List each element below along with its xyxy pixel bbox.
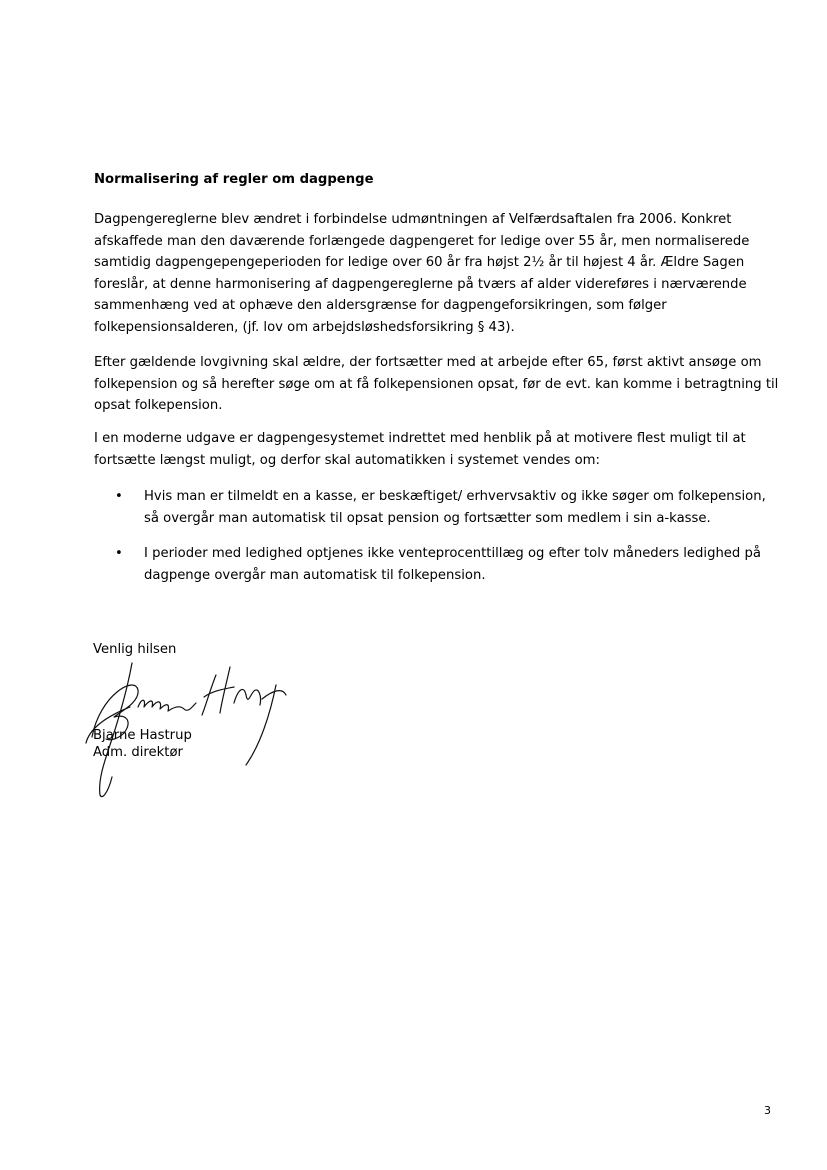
bullet-icon: •	[115, 489, 123, 504]
list-item	[94, 543, 784, 586]
paragraph-lovgivning: Efter gældende lovgivning skal ældre, der fortsætter med at arbejde efter 65, først aktivt ansøge om folkepension og så herefter søge om at få folkepensionen opsat, før de evt. kan komme i betragtning til opsat folkepension.	[94, 355, 779, 414]
bullet-text: I perioder med ledighed optjenes ikke venteprocenttillæg og efter tolv måneders ledighed på dagpenge overgår man automatisk til folkepension.	[144, 546, 761, 583]
bullet-icon: •	[115, 546, 123, 562]
closing-greeting: Venlig hilsen	[93, 642, 177, 657]
bullet-list	[94, 486, 784, 600]
paragraph-moderne-udgave: I en moderne udgave er dagpengesystemet indrettet med henblik på at motivere flest muligt til at fortsætte længst muligt, og derfor skal automatikken i systemet vendes om:	[94, 431, 746, 468]
section-heading: Normalisering af regler om dagpenge	[94, 172, 374, 187]
paragraph-dagpengeregler: Dagpengereglerne blev ændret i forbindelse udmøntningen af Velfærdsaftalen fra 2006. Konkret afskaffede man den daværende forlængede dagpengeret for ledige over 55 år, men normaliserede samtidig dagpengepengeperioden for ledige over 60 år fra højst 2½ år til højest 4 år. Ældre Sagen foreslår, at denne harmonisering af dagpengereglerne på tværs af alder videreføres i nærværende sammenhæng ved at ophæve den aldersgrænse for dagpengeforsikringen, som følger folkepensionsalderen, (jf. lov om arbejdsløshedsforsikring § 43).	[94, 212, 750, 335]
list-item	[94, 486, 784, 529]
signer-title: Adm. direktør	[93, 745, 183, 760]
page-number: 3	[764, 1104, 771, 1117]
signer-name: Bjarne Hastrup	[93, 728, 192, 743]
bullet-text: Hvis man er tilmeldt en a kasse, er beskæftiget/ erhvervsaktiv og ikke søger om folkepension, så overgår man automatisk til opsat pension og fortsætter som medlem i sin a-kasse.	[144, 489, 766, 526]
